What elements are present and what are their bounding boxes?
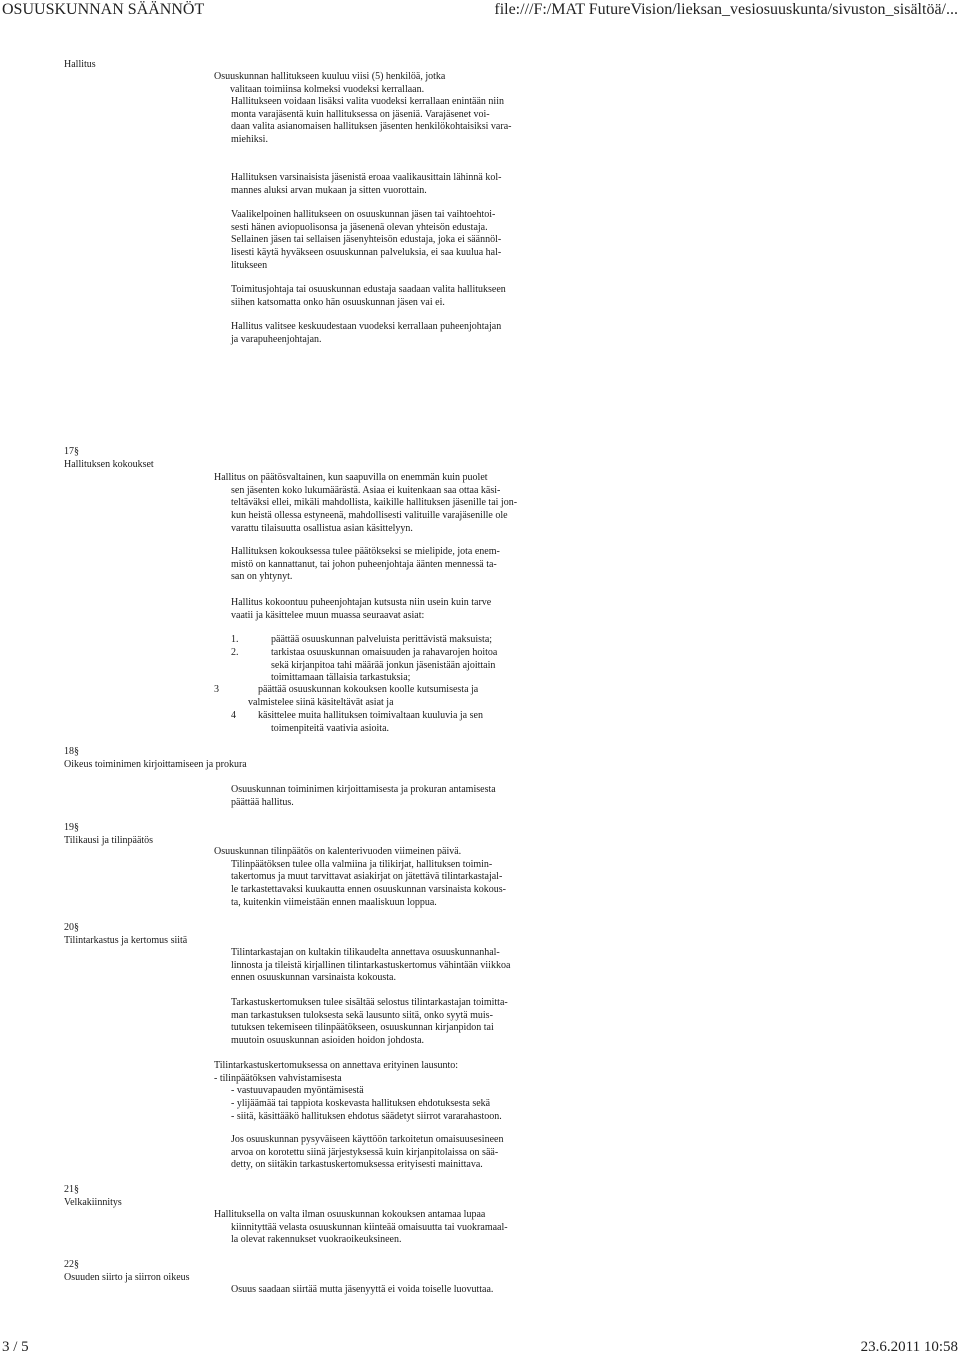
hallitus-paragraph-5: Toimitusjohtaja tai osuuskunnan edustaja saadaan valita hallitukseen siihen katsomatta onko hän osuuskunnan jäsen vai ei. bbox=[231, 284, 506, 308]
section-number-21: 21§ bbox=[64, 1184, 79, 1195]
s19-paragraph-1: Osuuskunnan tilinpäätös on kalenterivuoden viimeinen päivä. Tilinpäätöksen tulee olla valmiina ja tilikirjat, hallituksen toimin- takertomus ja muut tarvittavat asiakirjat on jätettävä tilintarkastajal- le tarkastettavaksi kuukautta ennen osuuskunnan varsinaista kokous- ta, kuitenkin viimeistään ennen maaliskuun loppua. bbox=[214, 846, 506, 908]
s22-paragraph-1: Osuus saadaan siirtää mutta jäsenyyttä ei voida toiselle luovuttaa. bbox=[231, 1284, 494, 1295]
s20-paragraph-1: Tilintarkastajan on kultakin tilikaudelta annettava osuuskunnanhal- linnosta ja tileistä kirjallinen tilintarkastuskertomus vähintään viikkoa ennen osuuskunnan varsinaista kokousta. bbox=[231, 947, 511, 984]
s21-paragraph-1: Hallituksella on valta ilman osuuskunnan kokouksen antamaa lupaa kiinnityttää velasta osuuskunnan kiinteää omaisuutta tai vuokramaal- la olevat rakennukset vuokraoikeuksineen. bbox=[214, 1209, 508, 1246]
section-title-20: Tilintarkastus ja kertomus siitä bbox=[64, 935, 188, 946]
hallitus-paragraph-3: Hallituksen varsinaisista jäsenistä eroaa vaalikausittain lähinnä kol- mannes aluksi arvan mukaan ja sitten vuorottain. bbox=[231, 172, 502, 196]
s17-list-item-2: 2. tarkistaa osuuskunnan omaisuuden ja rahavarojen hoitoa sekä kirjanpitoa tahi määrää jonkun jäsenistään ajoittain toimittamaan tällaisia tarkastuksia; bbox=[231, 647, 498, 684]
hallitus-paragraph-2: Hallitukseen voidaan lisäksi valita vuodeksi kerrallaan enintään niin monta varajäsentä kuin hallituksessa on jäseniä. Varajäsenet voi- daan valita asianomaisen hallituksen jäsenten henkilökohtaisiksi vara- miehiksi. bbox=[231, 96, 512, 146]
s17-list-item-3: 3 päättää osuuskunnan kokouksen koolle kutsumisesta ja valmistelee siinä käsiteltävät asiat ja bbox=[214, 684, 479, 708]
section-title-18: Oikeus toiminimen kirjoittamiseen ja prokura bbox=[64, 759, 247, 770]
hallitus-paragraph-1: Osuuskunnan hallitukseen kuuluu viisi (5) henkilöä, jotka valitaan toimiinsa kolmeksi vuodeksi kerrallaan. bbox=[214, 71, 446, 95]
page-header-path: file:///F:/MAT FutureVision/lieksan_vesiosuuskunta/sivuston_sisältöä/... bbox=[494, 1, 958, 18]
s20-paragraph-4: Jos osuuskunnan pysyväiseen käyttöön tarkoitetun omaisuusesineen arvoa on korotettu siinä järjestyksessä kuin kirjanpitolaissa on sää- detty, on siitäkin tarkastuskertomuksessa erityisesti mainittava. bbox=[231, 1134, 504, 1171]
s17-list-item-4: 4 käsittelee muita hallituksen toimivaltaan kuuluvia ja sen toimenpiteitä vaativia asioita. bbox=[231, 710, 483, 734]
hallitus-paragraph-4: Vaalikelpoinen hallitukseen on osuuskunnan jäsen tai vaihtoehtoi- sesti hänen aviopuolisonsa ja jäsenenä olevan yhteisön edustaja. Sellainen jäsen tai sellaisen jäsenyhteisön edustaja, joka ei säännöl- lisesti käytä hyväkseen osuuskunnan palveluksia, ei saa kuulua hal- litukseen bbox=[231, 209, 502, 271]
section-title-22: Osuuden siirto ja siirron oikeus bbox=[64, 1272, 190, 1283]
section-title-19: Tilikausi ja tilinpäätös bbox=[64, 835, 154, 846]
s18-paragraph-1: Osuuskunnan toiminimen kirjoittamisesta ja prokuran antamisesta päättää hallitus. bbox=[231, 784, 496, 808]
page-number: 3 / 5 bbox=[2, 1339, 29, 1355]
page-header-title: OSUUSKUNNAN SÄÄNNÖT bbox=[2, 1, 205, 18]
s17-paragraph-3: Hallitus kokoontuu puheenjohtajan kutsusta niin usein kuin tarve vaatii ja käsittelee muun muassa seuraavat asiat: bbox=[231, 597, 492, 621]
s17-paragraph-1: Hallitus on päätösvaltainen, kun saapuvilla on enemmän kuin puolet sen jäsenten koko lukumäärästä. Asiaa ei kuitenkaan saa ottaa käsi- teltäväksi ellei, mikäli mahdollista, kaikille hallituksen jäsenille tai jon- kun heistä ollessa estyneenä, mahdollisesti valituille varajäsenille ole varattu tilaisuutta osallistua asian käsittelyyn. bbox=[214, 472, 518, 534]
section-number-18: 18§ bbox=[64, 746, 79, 757]
hallitus-paragraph-6: Hallitus valitsee keskuudestaan vuodeksi kerrallaan puheenjohtajan ja varapuheenjohtajan. bbox=[231, 321, 502, 345]
section-number-22: 22§ bbox=[64, 1259, 79, 1270]
section-number-19: 19§ bbox=[64, 822, 79, 833]
section-title-17: Hallituksen kokoukset bbox=[64, 459, 154, 470]
s17-list-item-1: 1. päättää osuuskunnan palveluista perittävistä maksuista; bbox=[231, 634, 493, 645]
section-title-21: Velkakiinnitys bbox=[64, 1197, 122, 1208]
s20-paragraph-3: Tilintarkastuskertomuksessa on annettava erityinen lausunto: - tilinpäätöksen vahvistamisesta - vastuuvapauden myöntämisestä - ylijäämää tai tappiota koskevasta hallituksen ehdotuksesta sekä - siitä, käsittääkö hallituksen ehdotus säädetyt siirrot vararahastoon. bbox=[214, 1060, 502, 1122]
section-number-20: 20§ bbox=[64, 922, 79, 933]
section-number-17: 17§ bbox=[64, 446, 79, 457]
section-label-hallitus: Hallitus bbox=[64, 59, 96, 70]
print-timestamp: 23.6.2011 10:58 bbox=[860, 1339, 958, 1355]
s17-paragraph-2: Hallituksen kokouksessa tulee päätökseksi se mielipide, jota enem- mistö on kannattanut, tai johon puheenjohtaja äänten mennessä ta- san on yhtynyt. bbox=[231, 546, 500, 583]
s20-paragraph-2: Tarkastuskertomuksen tulee sisältää selostus tilintarkastajan toimitta- man tarkastuksen tuloksesta sekä lausunto siitä, onko syytä muis- tutuksen tekemiseen tilinpäätökseen, osuuskunnan kirjanpidon tai muutoin osuuskunnan asioiden hoidon johdosta. bbox=[231, 997, 508, 1047]
